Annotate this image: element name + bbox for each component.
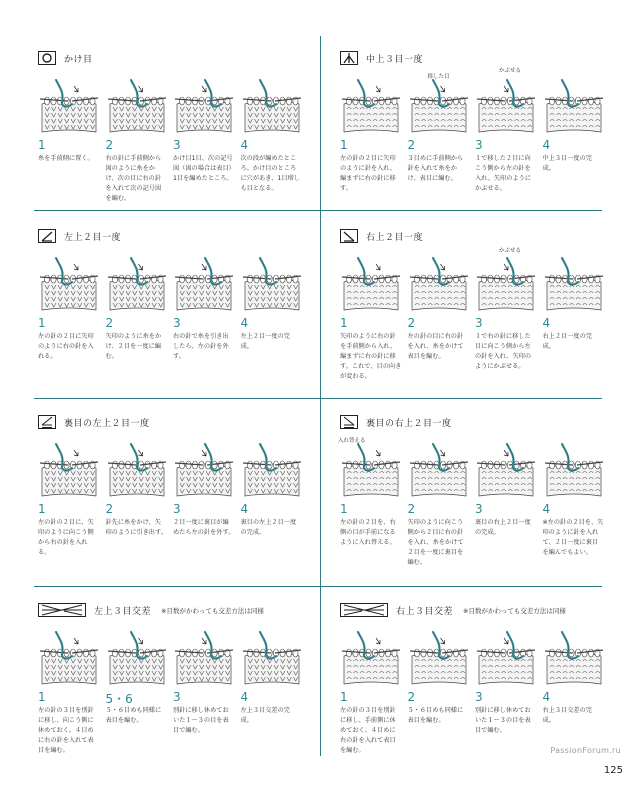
knitting-illustration (106, 74, 172, 136)
step-description: ３目めに手前側から針を入れて糸をかけ、表目に編む。 (407, 155, 464, 182)
step (408, 438, 474, 568)
step-number: 4 (240, 502, 249, 516)
step-description: 左の針の３目を別針に移し、手前側に休めておく。４目めに右の針を入れて表目を編む。 (340, 707, 396, 754)
section-right-decrease (340, 228, 610, 398)
step-description: ２目一度に裏目が編めたら左の針を外す。 (173, 519, 235, 536)
knitting-illustration (543, 438, 609, 500)
step-list (38, 74, 308, 204)
knitting-illustration (408, 74, 474, 136)
purl-left-decrease-symbol-icon (38, 415, 56, 429)
purl-right-decrease-symbol-icon (340, 415, 358, 429)
section-title: 中上３目一度 (366, 54, 424, 65)
step-description: 次の段が編めたところ。かけ目のところに穴があき、1目増しも目となる。 (240, 155, 300, 192)
section-title: 左上２目一度 (64, 232, 122, 243)
step (38, 74, 104, 204)
section-purl-left-decrease (38, 414, 308, 584)
step-description: 右上２目一度の完成。 (542, 333, 592, 350)
knitting-illustration (38, 74, 104, 136)
step-number: 1 (38, 690, 46, 704)
illustration-annotation: 移した目 (427, 74, 450, 80)
step-description: 左の針の３目を別針に移し、向こう側に休めておく。４目めに右の針を入れて表目を編む。 (38, 707, 94, 754)
step (340, 74, 406, 194)
step-number: 3 (173, 138, 181, 152)
step-number: 1 (340, 138, 348, 152)
section-header (38, 602, 308, 618)
step (241, 438, 307, 558)
step-description: 裏目の左上２目一度の完成。 (240, 519, 297, 536)
step-description: ５・６目めも同様に表目を編む。 (105, 707, 162, 724)
illustration-annotation: かぶせる (499, 68, 522, 74)
step-description: 左上３目交差の完成。 (240, 707, 290, 724)
section-central-double-decrease (340, 50, 610, 220)
section-title: 裏目の右上２目一度 (366, 418, 452, 429)
section-header (340, 414, 610, 430)
knitting-illustration (38, 626, 104, 688)
section-title: かけ目 (64, 54, 93, 65)
page-number: 125 (603, 765, 623, 776)
step-number: 4 (240, 690, 249, 704)
step (38, 626, 104, 756)
step (173, 252, 239, 362)
left-decrease-symbol-icon (38, 229, 56, 243)
right-decrease-symbol-icon (340, 229, 358, 243)
step-description: ５・６目めも同様に表目を編む。 (407, 707, 464, 724)
knitting-illustration (543, 626, 609, 688)
step-description: 右の針で糸を引き出したら、左の針を外す。 (173, 333, 229, 360)
step-number: 3 (475, 502, 483, 516)
step-description: 針先に糸をかけ、矢印のように引き出す。 (105, 519, 167, 536)
step-description: 左上２目一度の完成。 (240, 333, 290, 350)
section-header (38, 228, 308, 244)
knitting-illustration (106, 438, 172, 500)
central-double-decrease-symbol-icon (340, 51, 358, 65)
section-purl-right-decrease (340, 414, 610, 584)
section-title: 裏目の左上２目一度 (64, 418, 150, 429)
section-header (340, 228, 610, 244)
step (241, 252, 307, 362)
section-header (340, 50, 610, 66)
step-number: 3 (173, 690, 181, 704)
step (106, 74, 172, 204)
knitting-illustration (173, 626, 239, 688)
step-description: 右上３目交差の完成。 (542, 707, 592, 724)
knitting-illustration (340, 626, 406, 688)
step-description: 別針に移し休めておいた１〜３の目を表目で編む。 (475, 707, 531, 734)
step-number: 2 (105, 138, 114, 152)
step-number: 4 (240, 138, 249, 152)
step (106, 438, 172, 558)
vertical-divider (320, 36, 321, 756)
step-number: 3 (475, 138, 483, 152)
knitting-illustration (241, 626, 307, 688)
step (241, 74, 307, 204)
step (173, 74, 239, 204)
step-list (340, 438, 610, 568)
knitting-illustration (173, 438, 239, 500)
step (340, 252, 406, 382)
step-number: 4 (542, 138, 551, 152)
knitting-illustration (340, 438, 406, 500)
horizontal-divider (34, 586, 602, 587)
step-description: 左の針の２目に矢印のように針を入れ、編まずに右の針に移す。 (340, 155, 397, 192)
step-number: 4 (542, 502, 551, 516)
step (475, 626, 541, 756)
step (543, 438, 609, 568)
section-left-cable (38, 602, 308, 772)
step-list (38, 438, 308, 558)
step-number: 2 (407, 502, 416, 516)
step-number: 2 (407, 138, 416, 152)
step (173, 438, 239, 558)
step-number: 4 (542, 690, 551, 704)
knitting-illustration (340, 74, 406, 136)
knitting-illustration (543, 74, 609, 136)
section-title: 右上３目交差 (396, 606, 454, 617)
knitting-illustration (475, 438, 541, 500)
section-note: ※目数がかわっても交差方法は同様 (463, 606, 566, 615)
step (173, 626, 239, 756)
step (475, 68, 541, 194)
step-description: 中上３目一度の完成。 (542, 155, 592, 172)
knitting-illustration (173, 74, 239, 136)
knitting-illustration (475, 626, 541, 688)
step-number: 2 (407, 316, 416, 330)
step-number: 4 (542, 316, 551, 330)
knitting-illustration (106, 252, 172, 314)
step (543, 252, 609, 382)
section-title: 左上３目交差 (94, 606, 152, 617)
step-description: 矢印のように向こう側から２目に右の針を入れ、糸をかけて２目を一度に裏目を編む。 (407, 519, 464, 566)
section-title: 右上２目一度 (366, 232, 424, 243)
step-number: 2 (407, 690, 416, 704)
knitting-illustration (475, 68, 541, 136)
knitting-illustration (408, 626, 474, 688)
knitting-illustration (408, 438, 474, 500)
step-list (38, 626, 308, 756)
knitting-illustration (106, 626, 172, 688)
knitting-illustration (543, 252, 609, 314)
knitting-illustration (241, 438, 307, 500)
step-number: 2 (105, 316, 114, 330)
step-description: 右の針に手前側から図のように糸をかけ、次の目に右の針を入れて次の記号図を編む。 (105, 155, 162, 202)
step-description: かけ目1目、次の記号図（図の場合は表目）1目を編めたところ。 (173, 155, 233, 182)
step-number: 2 (105, 502, 114, 516)
step (408, 252, 474, 382)
step (408, 74, 474, 194)
watermark: PassionForum.ru (550, 746, 621, 755)
illustration-annotation: 入れ替える (338, 438, 366, 444)
section-header (340, 602, 610, 618)
step-description: 矢印のように糸をかけ、２目を一度に編む。 (105, 333, 162, 360)
section-header (38, 414, 308, 430)
step-number: 1 (340, 502, 348, 516)
step-description: １で移した２目に向こう側から左の針を入れ、矢印のようにかぶせる。 (475, 155, 532, 192)
section-left-decrease (38, 228, 308, 398)
step-list (340, 626, 610, 756)
step-description: 裏目の右上２目一度の完成。 (475, 519, 531, 536)
knitting-illustration (241, 252, 307, 314)
step (106, 626, 172, 756)
illustration-annotation: かぶせる (499, 248, 522, 254)
step (38, 252, 104, 362)
step-number: 3 (475, 690, 483, 704)
step-number: 3 (173, 502, 181, 516)
section-note: ※目数がかわっても交差方法は同様 (161, 606, 264, 615)
step-list (38, 252, 308, 362)
step-number: 4 (240, 316, 249, 330)
knitting-illustration (38, 438, 104, 500)
step-description: 左の針の２目を、右側の目が手前になるように入れ替える。 (340, 519, 396, 546)
left-cable-3-symbol-icon (38, 603, 86, 617)
right-cable-3-symbol-icon (340, 603, 388, 617)
section-header (38, 50, 308, 66)
step-description: 糸を手前側に置く。 (38, 155, 94, 162)
knitting-illustration (173, 252, 239, 314)
step (340, 626, 406, 756)
step-number: 3 (475, 316, 483, 330)
step (340, 438, 406, 568)
step-description: 左の針の２目に、矢印のように向こう側から右の針を入れる。 (38, 519, 94, 556)
step (543, 74, 609, 194)
step-number: 1 (38, 138, 46, 152)
step-number: 1 (38, 316, 46, 330)
step-list (340, 68, 610, 194)
step-number: 3 (173, 316, 181, 330)
step (106, 252, 172, 362)
step-number: 5・6 (105, 692, 133, 706)
step-description: 左の針の２目に矢印のように右の針を入れる。 (38, 333, 94, 360)
step (475, 438, 541, 568)
step (543, 626, 609, 756)
step-description: 左の針の目に右の針を入れ、糸をかけて表目を編む。 (407, 333, 464, 360)
step-description: ※左の針の２目を、矢印のように針を入れて、２目一度に裏目を編んでもよい。 (542, 519, 604, 556)
step-number: 1 (38, 502, 46, 516)
step-description: 矢印のように右の針を手前側から入れ、編まずに右の針に移す。これで、目の向きが変わる。 (340, 333, 402, 380)
step-number: 1 (340, 690, 348, 704)
knitting-illustration (241, 74, 307, 136)
step (408, 626, 474, 756)
section-yarn-over (38, 50, 308, 220)
step-description: １で右の針に移した目に向こう側から左の針を入れ、矢印のようにかぶせる。 (475, 333, 532, 370)
knitting-illustration (475, 248, 541, 314)
horizontal-divider (34, 398, 602, 399)
step (38, 438, 104, 558)
knitting-illustration (408, 252, 474, 314)
knitting-illustration (340, 252, 406, 314)
step (241, 626, 307, 756)
yarn-over-symbol-icon (38, 51, 56, 65)
step-description: 別針に移し休めておいた１〜３の目を表目で編む。 (173, 707, 229, 734)
step-list (340, 248, 610, 382)
step (475, 248, 541, 382)
knitting-illustration (38, 252, 104, 314)
step-number: 1 (340, 316, 348, 330)
